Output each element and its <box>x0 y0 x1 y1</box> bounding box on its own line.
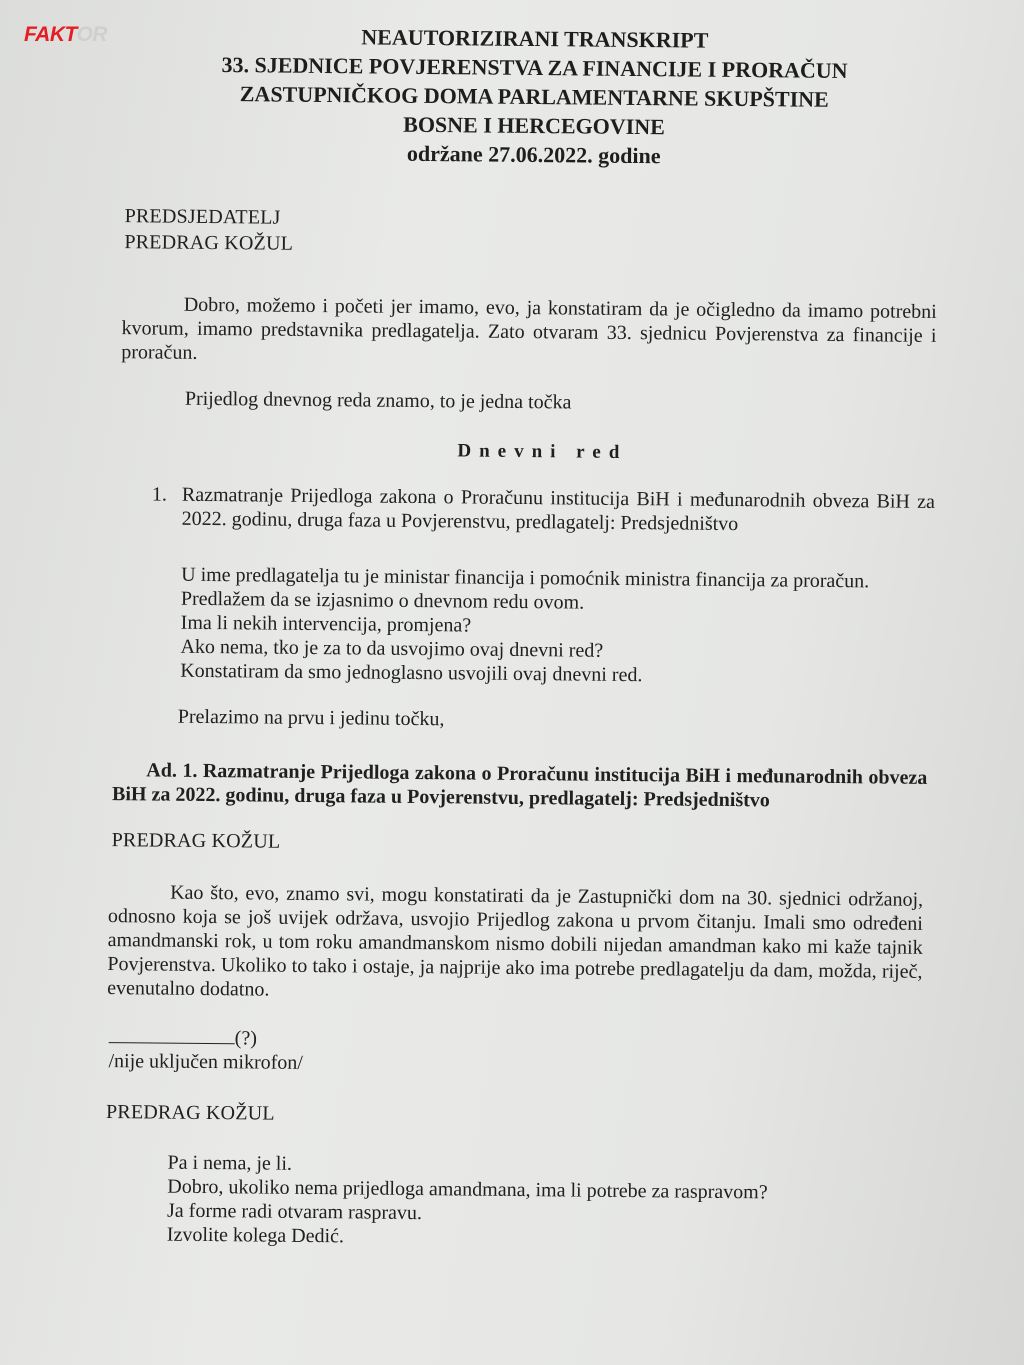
speech-paragraph: Kao što, evo, znamo svi, mogu konstatirati da je Zastupnički dom na 30. sjednici održanoj, odnosno koja se još uvijek održava, usvojio Prijedlog zakona u prvom čitanju. Imali smo određeni amandmanski rok, u tom roku amandmanskom nismo dobili nijedan amandman kako mi kaže tajnik Povjerenstva. Ukoliko to tako i ostaje, ja najprije ako ima potrebe predlagatelju da dam, možda, riječ, evenutalno dodatno. <box>107 881 924 1001</box>
remark-line: Ako nema, tko je za to da usvojimo ovaj dnevni red? <box>180 635 604 662</box>
speaker-name: PREDRAG KOŽUL <box>105 1101 275 1125</box>
title-line: NEAUTORIZIRANI TRANSKRIPT <box>361 24 709 53</box>
title-line: BOSNE I HERCEGOVINE <box>403 111 665 140</box>
remark-line: Predlažem da se izjasnimo o dnevnom redu ovom. <box>180 587 585 614</box>
logo-brand-suffix: OR <box>76 23 107 46</box>
agenda-item <box>152 482 935 538</box>
agenda-item-text: Razmatranje Prijedloga zakona o Proračunu institucija BiH i međunarodnih obveza BiH za 2022. godinu, druga faza u Povjerenstvu, predlagatelj: Predsjedništvo <box>181 483 936 536</box>
logo-brand-main: FAKT <box>24 23 77 46</box>
title-line: ZASTUPNIČKOG DOMA PARLAMENTARNE SKUPŠTINE <box>239 81 829 112</box>
unknown-speaker <box>109 1024 257 1050</box>
closing-remarks <box>167 1151 768 1253</box>
agenda-intro: Prijedlog dnevnog reda znamo, to je jedna točka <box>184 387 572 414</box>
closing-line: Ja forme radi otvaram raspravu. <box>166 1199 423 1225</box>
agenda-item-number: 1. <box>151 483 168 506</box>
title-line: održane 27.06.2022. godine <box>406 140 661 169</box>
remark-line: U ime predlagatelja tu je ministar financija i pomoćnik ministra financija za proračun. <box>181 563 870 593</box>
closing-line: Pa i nema, je li. <box>167 1151 293 1175</box>
closing-line: Izvolite kolega Dedić. <box>166 1223 345 1248</box>
remark-line: Ima li nekih intervencija, promjena? <box>180 611 472 637</box>
remark-line: Konstatiram da smo jednoglasno usvojili ovaj dnevni red. <box>180 659 643 687</box>
closing-line: Dobro, ukoliko nema prijedloga amandmana, ima li potrebe za raspravom? <box>167 1175 768 1204</box>
chair-role: PREDSJEDATELJ <box>124 205 281 229</box>
agenda-heading: Dnevni red <box>457 440 628 464</box>
agenda-remarks <box>180 563 869 690</box>
transition-line: Prelazimo na prvu i jedinu točku, <box>177 705 445 731</box>
chair-name: PREDRAG KOŽUL <box>124 231 294 255</box>
intro-paragraph: Dobro, možemo i početi jer imamo, evo, ja konstatiram da je očigledno da imamo potrebni kvorum, imamo predstavnika predlagatelja. Zato otvaram 33. sjednicu Povjerenstva za financije i proračun. <box>121 293 937 364</box>
microphone-note: /nije uključen mikrofon/ <box>108 1050 304 1074</box>
unknown-speaker-mark: (?) <box>234 1027 258 1050</box>
blank-name-line <box>109 1024 235 1044</box>
item-heading: Ad. 1. Razmatranje Prijedloga zakona o Proračunu institucija BiH i međunarodnih obveza BiH za 2022. godinu, druga faza u Povjerenstvu, predlagatelj: Predsjedništvo <box>111 759 928 812</box>
title-line: 33. SJEDNICE POVJERENSTVA ZA FINANCIJE I PRORAČUN <box>221 51 848 84</box>
agenda-list <box>152 482 935 538</box>
speaker-name: PREDRAG KOŽUL <box>111 829 281 853</box>
